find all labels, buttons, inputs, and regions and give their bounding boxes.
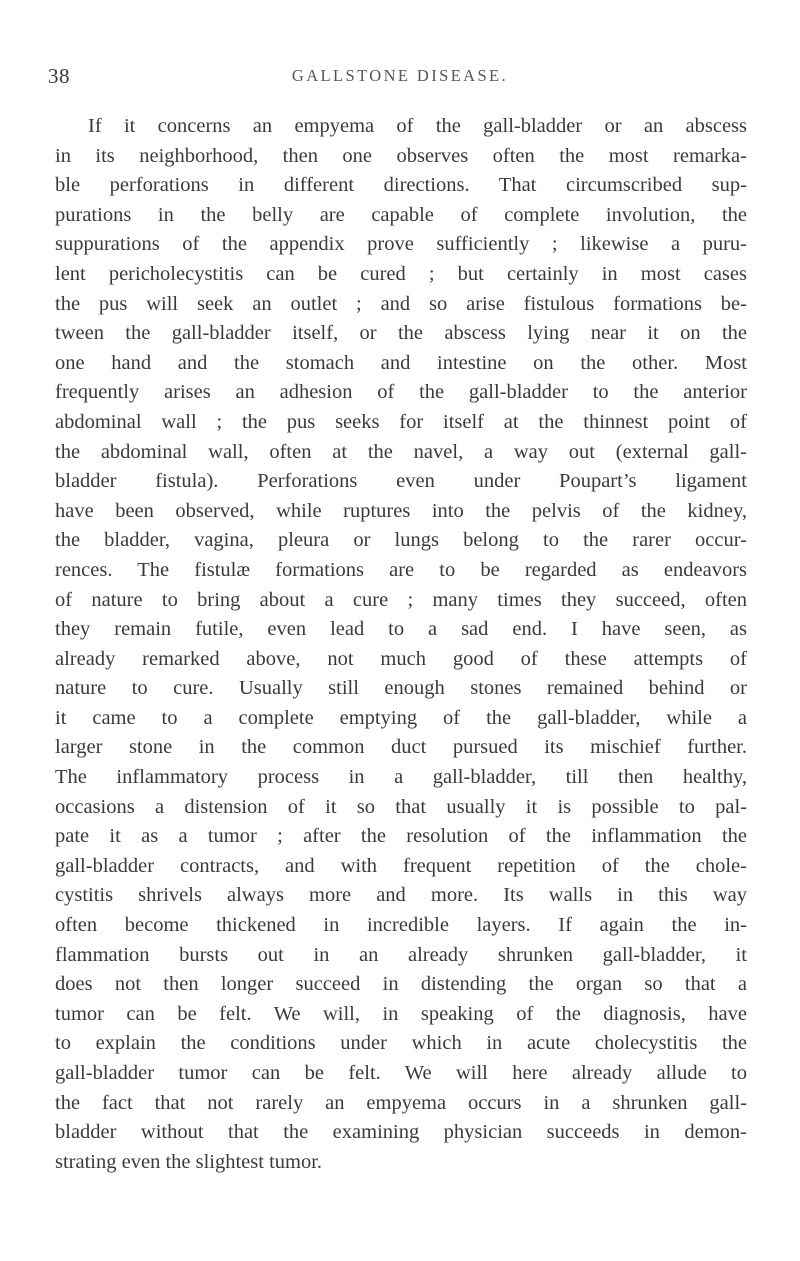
running-title: GALLSTONE DISEASE.	[291, 66, 509, 85]
text-line: the bladder, vagina, pleura or lungs belong to the rarer occur-	[55, 529, 747, 552]
text-line: the abdominal wall, often at the navel, a way out (external gall-	[55, 440, 747, 463]
text-line: ble perforations in different directions. That circumscribed sup-	[55, 174, 747, 197]
text-line: gall-bladder tumor can be felt. We will here already allude to	[55, 1062, 747, 1084]
text-line: one hand and the stomach and intestine on the other. Most	[55, 351, 747, 374]
text-line: it came to a complete emptying of the gall-bladder, while a	[55, 706, 747, 729]
text-line: pate it as a tumor ; after the resolution of the inflammation the	[55, 825, 747, 848]
text-line: the pus will seek an outlet ; and so arise fistulous formations be-	[55, 292, 747, 315]
text-line: flammation bursts out in an already shrunken gall-bladder, it	[55, 943, 747, 966]
text-line: cystitis shrivels always more and more. Its walls in this way	[55, 884, 747, 907]
text-line: larger stone in the common duct pursued its mischief further.	[55, 736, 747, 759]
text-line: nature to cure. Usually still enough stones remained behind or	[55, 677, 747, 700]
text-line: rences. The fistulæ formations are to be regarded as endeavors	[55, 558, 747, 581]
text-line: occasions a distension of it so that usually it is possible to pal-	[55, 795, 747, 818]
text-line: they remain futile, even lead to a sad end. I have seen, as	[55, 618, 747, 641]
text-line: tween the gall-bladder itself, or the abscess lying near it on the	[55, 322, 747, 345]
text-line: gall-bladder contracts, and with frequent repetition of the chole-	[55, 854, 747, 877]
text-line: abdominal wall ; the pus seeks for itself at the thinnest point of	[55, 410, 747, 433]
text-line: already remarked above, not much good of these attempts of	[55, 647, 747, 670]
text-line: does not then longer succeed in distending the organ so that a	[55, 973, 747, 996]
text-line: bladder fistula). Perforations even under Poupart’s ligament	[55, 470, 747, 493]
text-line: to explain the conditions under which in acute cholecystitis the	[55, 1032, 747, 1055]
text-line: purations in the belly are capable of complete involution, the	[55, 203, 747, 226]
text-line: strating even the slightest tumor.	[55, 1150, 323, 1173]
text-line: If it concerns an empyema of the gall-bladder or an abscess	[88, 115, 747, 137]
text-line: of nature to bring about a cure ; many times they succeed, often	[55, 588, 747, 611]
body-paragraph	[55, 112, 747, 1177]
text-line: in its neighborhood, then one observes often the most remarka-	[55, 144, 747, 167]
text-line: bladder without that the examining physician succeeds in demon-	[55, 1121, 747, 1144]
text-line: often become thickened in incredible layers. If again the in-	[55, 914, 747, 937]
text-line: The inflammatory process in a gall-bladder, till then healthy,	[55, 766, 747, 789]
page-header	[0, 64, 800, 92]
text-line: lent pericholecystitis can be cured ; but certainly in most cases	[55, 262, 747, 285]
text-line: suppurations of the appendix prove sufficiently ; likewise a puru-	[55, 233, 747, 256]
page-number: 38	[48, 64, 70, 88]
text-line: have been observed, while ruptures into the pelvis of the kidney,	[55, 499, 747, 522]
text-line: frequently arises an adhesion of the gall-bladder to the anterior	[55, 381, 747, 404]
text-line: the fact that not rarely an empyema occurs in a shrunken gall-	[55, 1091, 747, 1114]
text-line: tumor can be felt. We will, in speaking of the diagnosis, have	[55, 1002, 747, 1025]
